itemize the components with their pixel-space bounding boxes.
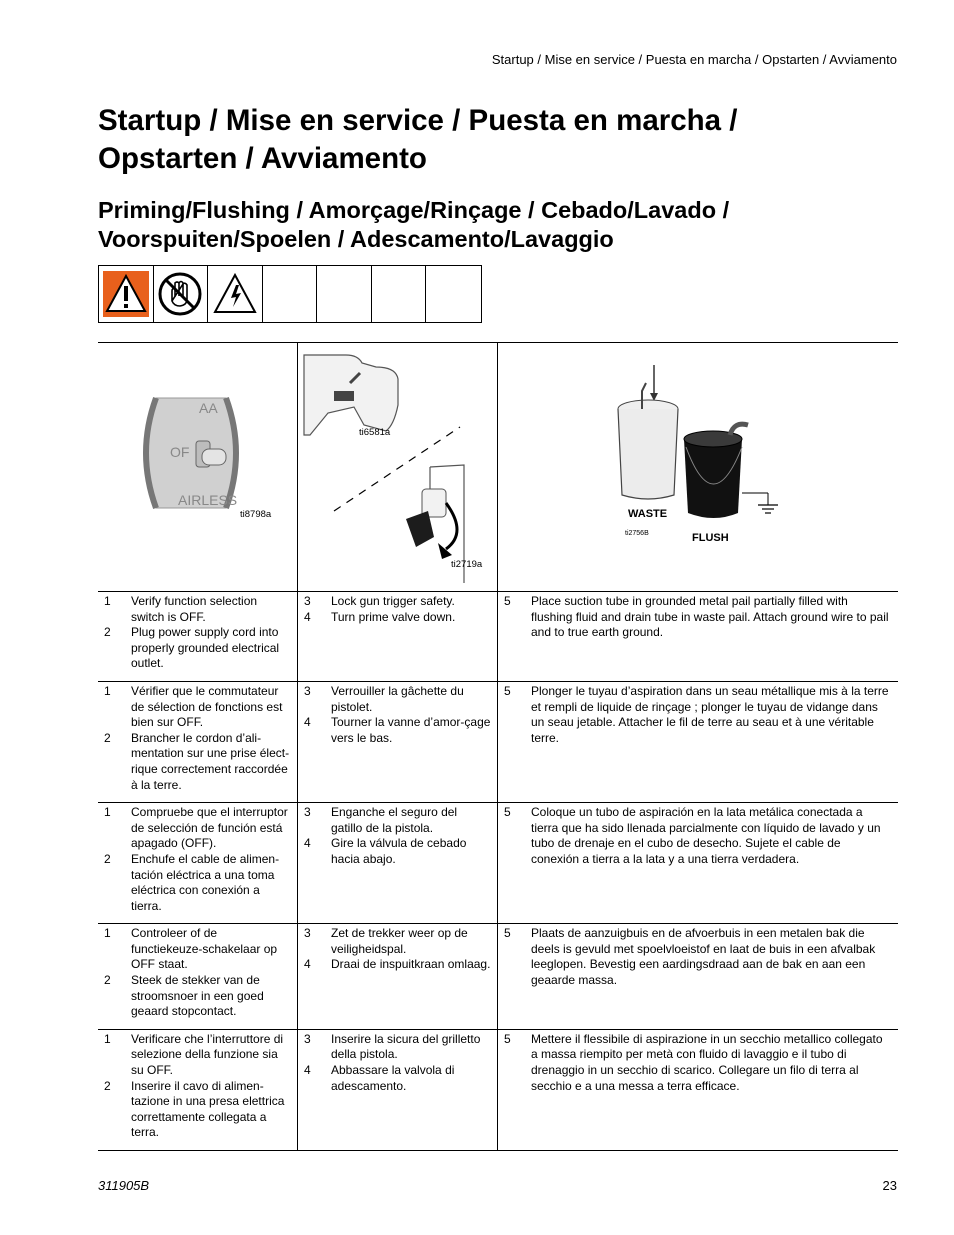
step-item <box>504 926 890 988</box>
step-item <box>104 731 291 793</box>
document-number: 311905B <box>98 1178 150 1193</box>
step-text: Zet de trekker weer op de veiligheidspal. <box>331 926 468 956</box>
steps-col-3 <box>498 924 898 1029</box>
step-text: Enchufe el cable de alimen-tación eléctrica a una toma eléctrica con conexión a tierra. <box>131 851 280 913</box>
hazard-cell-empty <box>317 266 372 322</box>
language-row-fr <box>98 682 898 803</box>
step-number: 5 <box>504 805 511 820</box>
step-text: Brancher le cordon d’ali-mentation sur une prise élect-rique correctement raccordée à la terre. <box>131 730 290 792</box>
step-number: 4 <box>304 836 311 851</box>
step-number: 4 <box>304 609 311 624</box>
section-title: Priming/Flushing / Amorçage/Rinçage / Cebado/Lavado / Voorspuiten/Spoelen / Adescamento/Lavaggio <box>98 197 730 252</box>
steps-col-1 <box>98 682 298 802</box>
figure-gun-safety-valve <box>298 343 498 591</box>
step-number: 5 <box>504 594 511 608</box>
procedure-table <box>98 342 898 1151</box>
step-text: Enganche el seguro del gatillo de la pistola. <box>331 805 458 835</box>
step-text: Plaats de aanzuigbuis en de afvoerbuis in een metalen bak die deels is gevuld met spoelvloeistof en laat de buis in een afvalbak leeglopen. Bevestig een aardingsdraad aan de bak en aan een geaarde massa. <box>531 926 876 988</box>
step-item <box>104 594 291 625</box>
step-text: Coloque un tubo de aspiración en la lata metálica conectada a tierra que ha sido llenada parcialmente con líquido de lavado y un tubo de drenaje en el cubo de desecho. Sujete el cable de conexión a tierra a la lata y a una tierra verdadera. <box>531 805 881 866</box>
step-text: Turn prime valve down. <box>331 609 456 624</box>
step-item <box>304 1063 491 1094</box>
step-item <box>304 836 491 867</box>
gun-and-valve-illustration <box>298 343 497 590</box>
figure-function-switch <box>98 343 298 591</box>
step-number: 2 <box>104 730 111 745</box>
language-row-nl <box>98 924 898 1030</box>
figure-waste-flush-pails <box>498 343 898 591</box>
step-number: 1 <box>104 683 111 698</box>
figure-row <box>98 342 898 592</box>
steps-col-2 <box>298 1030 498 1150</box>
step-text: Plonger le tuyau d’aspiration dans un seau métallique mis à la terre et rempli de liquide de rinçage ; plonger le tuyau de vidange dans un seau jetable. Attacher le fil de terre au seau et à une véritable terre. <box>531 683 889 745</box>
steps-col-2 <box>298 924 498 1029</box>
step-item <box>104 1032 291 1079</box>
step-text: Verrouiller la gâchette du pistolet. <box>331 683 464 714</box>
step-number: 2 <box>104 973 111 988</box>
steps-col-2 <box>298 592 498 681</box>
step-number: 2 <box>104 625 111 640</box>
steps-col-1 <box>98 803 298 923</box>
step-number: 3 <box>304 926 311 941</box>
hazard-cell-empty <box>263 266 318 322</box>
step-text: Draai de inspuitkraan omlaag. <box>331 957 491 972</box>
step-item <box>304 1032 491 1063</box>
figure-ref-bottom: ti2719a <box>451 559 483 570</box>
step-text: Vérifier que le commutateur de sélection de fonctions est bien sur OFF. <box>131 683 283 730</box>
language-row-es <box>98 803 898 924</box>
step-number: 2 <box>104 851 111 866</box>
step-item <box>104 926 291 973</box>
step-item <box>304 684 491 715</box>
step-number: 1 <box>104 594 111 608</box>
language-row-en <box>98 592 898 682</box>
step-item <box>304 957 491 973</box>
step-number: 1 <box>104 1031 111 1046</box>
hazard-cell <box>154 266 209 322</box>
step-text: Place suction tube in grounded metal pail partially filled with flushing fluid and drain tube in waste pail. Attach ground wire to pail and to true earth ground. <box>531 594 889 640</box>
step-item <box>504 805 890 867</box>
step-item <box>304 594 491 610</box>
step-number: 2 <box>104 1078 111 1093</box>
step-text: Verify function selection switch is OFF. <box>131 594 258 624</box>
step-text: Mettere il flessibile di aspirazione in un secchio metallico collegato a massa riempito per metà con fluido di lavaggio e il tubo di drenaggio in un secchio di scarico. Collegare un filo di terra al secchio e a una messa a terra efficace. <box>531 1031 883 1093</box>
step-item <box>304 715 491 746</box>
steps-col-3 <box>498 592 898 681</box>
figure-ref: ti2756B <box>625 530 649 537</box>
steps-col-3 <box>498 682 898 802</box>
steps-col-3 <box>498 1030 898 1150</box>
step-item <box>504 1032 890 1094</box>
figure-ref-top: ti6581a <box>359 427 391 438</box>
step-item <box>304 926 491 957</box>
step-number: 5 <box>504 926 511 941</box>
page-number: 23 <box>882 1178 897 1193</box>
page-title: Startup / Mise en service / Puesta en marcha / Opstarten / Avviamento <box>98 104 738 175</box>
step-item <box>504 684 890 746</box>
step-item <box>304 805 491 836</box>
steps-col-3 <box>498 803 898 923</box>
step-text: Abbassare la valvola di adescamento. <box>331 1063 455 1093</box>
steps-col-1 <box>98 592 298 681</box>
step-text: Steek de stekker van de stroomsnoer in een goed geaard stopcontact. <box>131 973 264 1019</box>
step-number: 1 <box>104 926 111 941</box>
knob-label-top: AA <box>199 400 218 416</box>
steps-col-2 <box>298 803 498 923</box>
step-text: Lock gun trigger safety. <box>331 594 455 608</box>
steps-col-1 <box>98 1030 298 1150</box>
running-header: Startup / Mise en service / Puesta en marcha / Opstarten / Avviamento <box>491 52 897 67</box>
step-text: Controleer of de functiekeuze-schakelaar op OFF staat. <box>131 926 278 972</box>
steps-col-1 <box>98 924 298 1029</box>
hazard-symbol-row <box>98 265 482 323</box>
step-text: Compruebe que el interruptor de selección de función está apagado (OFF). <box>131 805 288 851</box>
pails-illustration <box>498 343 897 590</box>
step-item <box>104 625 291 672</box>
step-item <box>304 610 491 626</box>
hazard-cell-empty <box>426 266 481 322</box>
step-number: 3 <box>304 683 311 698</box>
knob-label-airless: AIRLESS <box>178 492 238 508</box>
step-text: Inserire la sicura del grilletto della pistola. <box>331 1031 481 1062</box>
step-number: 3 <box>304 805 311 820</box>
function-switch-illustration <box>98 343 297 590</box>
steps-col-2 <box>298 682 498 802</box>
step-number: 4 <box>304 715 311 730</box>
language-row-it <box>98 1030 898 1151</box>
step-number: 1 <box>104 805 111 820</box>
step-text: Gire la válvula de cebado hacia abajo. <box>331 836 467 866</box>
figure-ref: ti8798a <box>240 509 272 520</box>
step-number: 5 <box>504 1031 511 1046</box>
step-item <box>104 805 291 852</box>
step-item <box>504 594 890 641</box>
step-number: 3 <box>304 1031 311 1046</box>
step-text: Tourner la vanne d’amor-çage vers le bas. <box>331 715 491 745</box>
hazard-cell <box>99 266 154 322</box>
warning-triangle-icon <box>103 271 149 317</box>
step-item <box>104 684 291 731</box>
hazard-cell-empty <box>372 266 427 322</box>
step-number: 3 <box>304 594 311 608</box>
step-item <box>104 973 291 1020</box>
step-number: 4 <box>304 957 311 972</box>
step-item <box>104 852 291 914</box>
step-number: 5 <box>504 683 511 698</box>
hazard-cell <box>208 266 263 322</box>
step-number: 4 <box>304 1063 311 1078</box>
step-item <box>104 1079 291 1141</box>
step-text: Inserire il cavo di alimen-tazione in una presa elettrica correttamente collegata a terra. <box>131 1078 285 1140</box>
step-text: Plug power supply cord into properly grounded electrical outlet. <box>131 625 280 671</box>
no-hands-icon <box>157 271 203 317</box>
waste-label: WASTE <box>628 508 668 520</box>
electric-shock-icon <box>212 271 258 317</box>
knob-label-off: OF <box>170 444 190 460</box>
flush-label: FLUSH <box>692 532 729 544</box>
step-text: Verificare che l’interruttore di selezione della funzione sia su OFF. <box>131 1031 284 1078</box>
